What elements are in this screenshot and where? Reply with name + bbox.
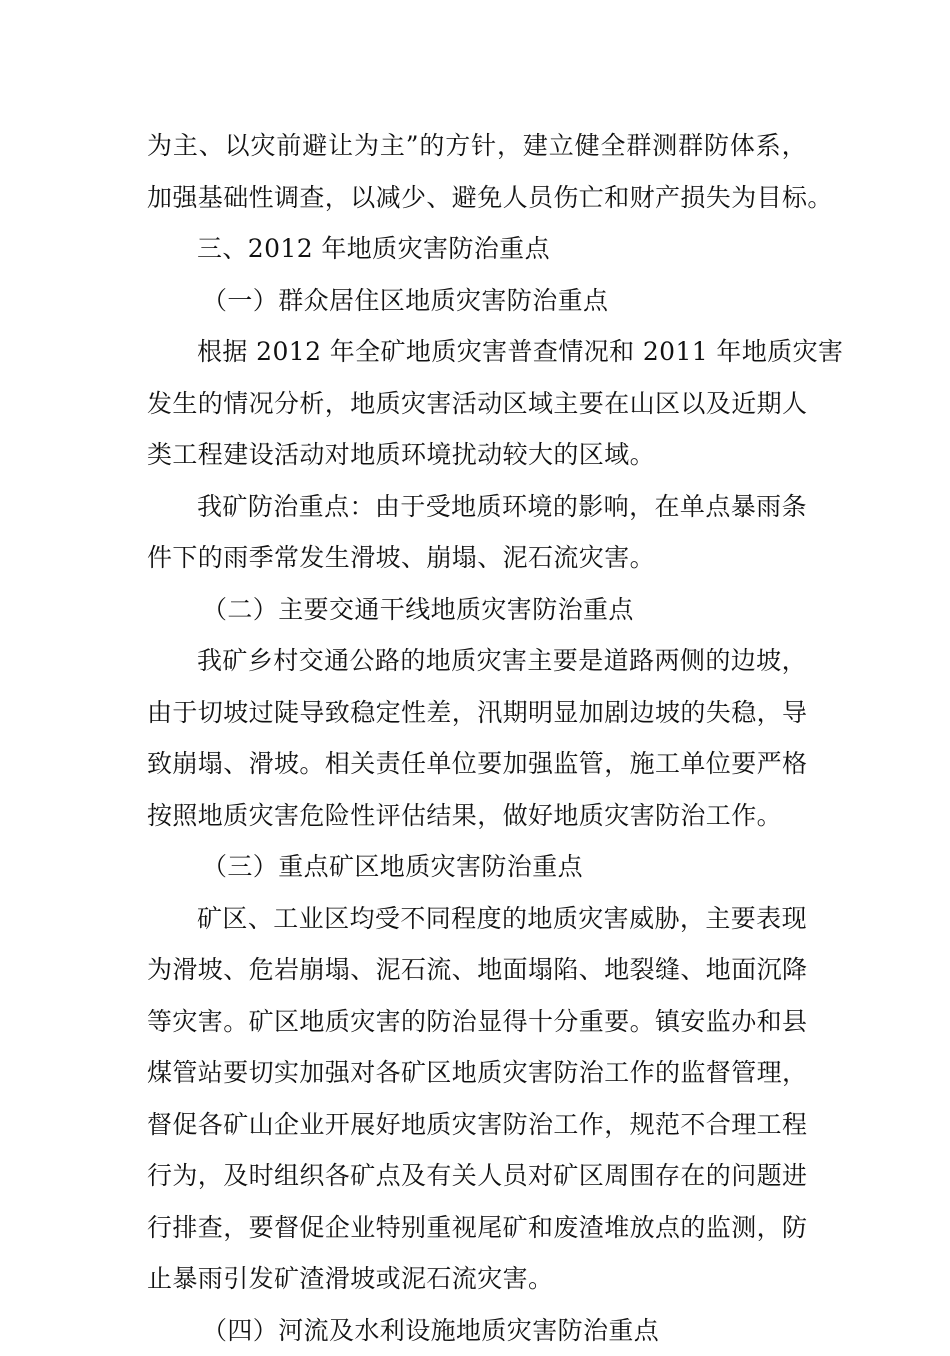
section-heading: 三、2012 年地质灾害防治重点	[147, 223, 807, 275]
paragraph-line: 致崩塌、滑坡。相关责任单位要加强监管，施工单位要严格	[147, 738, 807, 790]
paragraph-line: 行为，及时组织各矿点及有关人员对矿区周围存在的问题进	[147, 1150, 807, 1202]
body-text	[147, 120, 807, 1356]
paragraph-line: 矿区、工业区均受不同程度的地质灾害威胁，主要表现	[147, 893, 807, 945]
paragraph-line: 按照地质灾害危险性评估结果，做好地质灾害防治工作。	[147, 790, 807, 842]
paragraph-line: 我矿防治重点：由于受地质环境的影响，在单点暴雨条	[147, 481, 807, 533]
subsection-heading: （二）主要交通干线地质灾害防治重点	[147, 584, 807, 636]
paragraph-line: 为主、以灾前避让为主”的方针，建立健全群测群防体系，	[147, 120, 807, 172]
paragraph-line: 为滑坡、危岩崩塌、泥石流、地面塌陷、地裂缝、地面沉降	[147, 944, 807, 996]
paragraph-line: 煤管站要切实加强对各矿区地质灾害防治工作的监督管理，	[147, 1047, 807, 1099]
paragraph-line: 件下的雨季常发生滑坡、崩塌、泥石流灾害。	[147, 532, 807, 584]
paragraph-line: 督促各矿山企业开展好地质灾害防治工作，规范不合理工程	[147, 1099, 807, 1151]
subsection-heading: （一）群众居住区地质灾害防治重点	[147, 275, 807, 327]
paragraph-line: 我矿乡村交通公路的地质灾害主要是道路两侧的边坡，	[147, 635, 807, 687]
paragraph-line: 根据 2012 年全矿地质灾害普查情况和 2011 年地质灾害	[147, 326, 807, 378]
paragraph-line: 由于切坡过陡导致稳定性差，汛期明显加剧边坡的失稳，导	[147, 687, 807, 739]
paragraph-line: 行排查，要督促企业特别重视尾矿和废渣堆放点的监测，防	[147, 1202, 807, 1254]
subsection-heading: （四）河流及水利设施地质灾害防治重点	[147, 1305, 807, 1356]
paragraph-line: 等灾害。矿区地质灾害的防治显得十分重要。镇安监办和县	[147, 996, 807, 1048]
paragraph-line: 类工程建设活动对地质环境扰动较大的区域。	[147, 429, 807, 481]
subsection-heading: （三）重点矿区地质灾害防治重点	[147, 841, 807, 893]
paragraph-line: 加强基础性调查，以减少、避免人员伤亡和财产损失为目标。	[147, 172, 807, 224]
paragraph-line: 止暴雨引发矿渣滑坡或泥石流灾害。	[147, 1253, 807, 1305]
paragraph-line: 发生的情况分析，地质灾害活动区域主要在山区以及近期人	[147, 378, 807, 430]
